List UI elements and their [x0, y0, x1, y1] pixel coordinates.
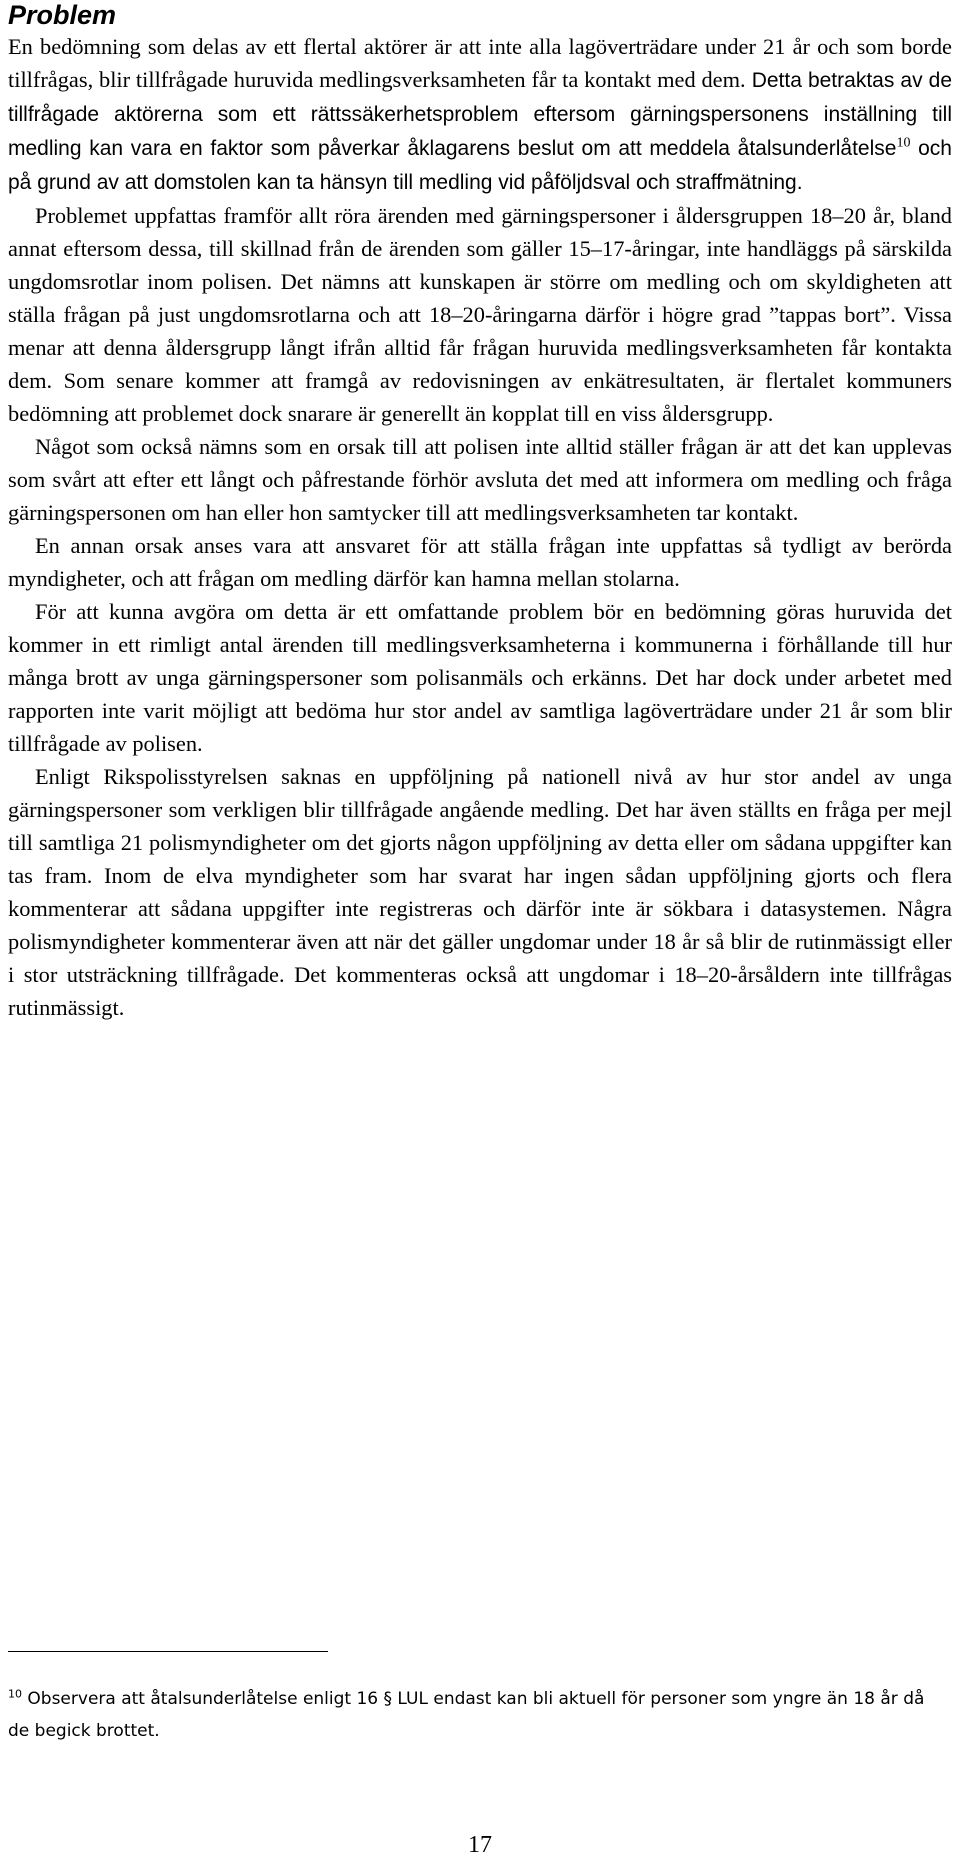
page-number: 17 — [468, 1832, 492, 1858]
paragraph-6: Enligt Rikspolisstyrelsen saknas en uppföljning på nationell nivå av hur stor andel av unga gärningspersoner som verkligen blir tillfrågade angående medling. Det har även ställts en fråga per mejl till samtliga 21 polismyndigheter om det gjorts någon uppföljning av detta eller om sådana uppgifter kan tas fram. Inom de elva myndigheter som har svarat har ingen sådan uppföljning gjorts och flera kommenterar att sådana uppgifter inte registreras och därför inte är sökbara i datasystemen. Några polismyndigheter kommenterar även att när det gäller ungdomar under 18 år så blir de rutinmässigt eller i stor utsträckning tillfrågade. Det kommenteras också att ungdomar i 18–20-årsåldern inte tillfrågas rutinmässigt. — [8, 764, 952, 1020]
paragraph-1-part-b: Detta betraktas av de tillfrågade aktörerna som ett rättssäkerhetsproblem eftersom gärningspersonens inställning till medling kan vara en faktor som påverkar åklagarens beslut om att meddela åtalsunderlåtelse — [8, 69, 952, 160]
footnote-reference[interactable]: 10 — [896, 135, 911, 151]
footnote-text: Observera att åtalsunderlåtelse enligt 16 § LUL endast kan bli aktuell för personer som yngre än 18 år då de begick brottet. — [8, 1689, 925, 1741]
paragraph-2: Problemet uppfattas framför allt röra ärenden med gärningspersoner i åldersgruppen 18–20 år, bland annat eftersom dessa, till skillnad från de ärenden som gäller 15–17-åringar, inte handläggs på särskilda ungdomsrotlar inom polisen. Det nämns att kunskapen är större om medling och om skyldigheten att ställa frågan på just ungdomsrotlarna och att 18–20-åringarna därför i högre grad ”tappas bort”. Vissa menar att denna åldersgrupp långt ifrån alltid får frågan huruvida medlingsverksamheten får kontakta dem. Som senare kommer att framgå av redovisningen av enkätresultaten, är flertalet kommuners bedömning att problemet dock snarare är generellt än kopplat till en viss åldersgrupp. — [8, 203, 952, 426]
paragraph-1 — [8, 30, 952, 199]
footnote — [8, 1683, 948, 1747]
paragraph-4: En annan orsak anses vara att ansvaret för att ställa frågan inte uppfattas så tydligt av berörda myndigheter, och att frågan om medling därför kan hamna mellan stolarna. — [8, 533, 952, 591]
footnote-number: 10 — [8, 1687, 22, 1701]
paragraph-1-part-a: En bedömning som delas av ett flertal aktörer är att inte alla lagöverträdare under 21 år och som borde tillfrågas, blir tillfrågade huruvida medlingsverksamheten får ta kontakt med dem. — [8, 34, 952, 92]
paragraph-1-part-c: och på grund av att domstolen kan ta hänsyn till medling vid påföljdsval och straffmätning. — [8, 137, 952, 194]
section-heading: Problem — [8, 0, 117, 30]
paragraph-3: Något som också nämns som en orsak till att polisen inte alltid ställer frågan är att det kan upplevas som svårt att efter ett långt och påfrestande förhör avsluta det med att informera om medling och fråga gärningspersonen om han eller hon samtycker till att medlingsverksamheten tar kontakt. — [8, 434, 952, 525]
paragraph-5: För att kunna avgöra om detta är ett omfattande problem bör en bedömning göras huruvida det kommer in ett rimligt antal ärenden till medlingsverksamheterna i kommunerna i förhållande till hur många brott av unga gärningspersoner som polisanmäls och erkänns. Det har dock under arbetet med rapporten inte varit möjligt att bedöma hur stor andel av samtliga lagöverträdare under 21 år som blir tillfrågade av polisen. — [8, 599, 952, 756]
footnote-divider — [8, 1651, 328, 1652]
